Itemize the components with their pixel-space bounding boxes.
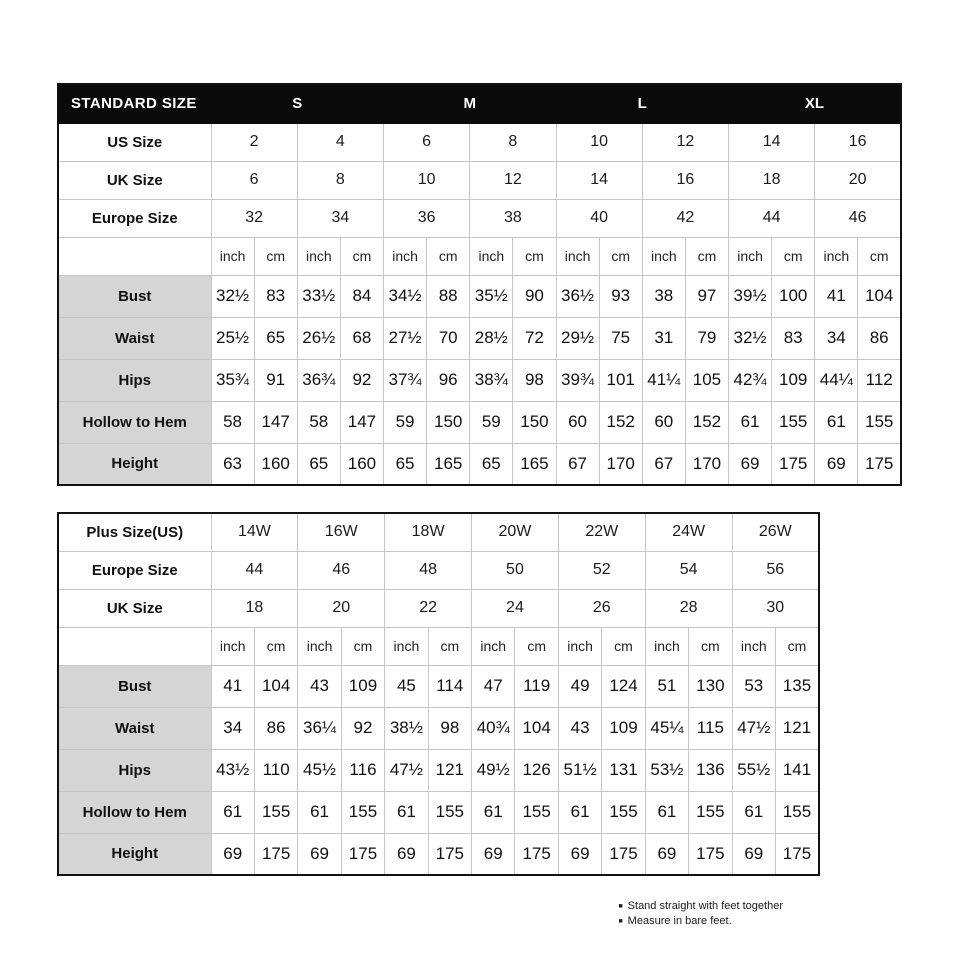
measure-value-cell: 115 [689, 707, 732, 749]
measure-value-cell: 93 [599, 275, 642, 317]
row-label: Hips [58, 359, 211, 401]
measure-value-cell: 135 [775, 665, 819, 707]
measure-value-cell: 84 [340, 275, 383, 317]
size-value-cell: 6 [384, 123, 470, 161]
size-value-cell: 8 [297, 161, 383, 199]
size-value-cell: 54 [645, 551, 732, 589]
measure-value-cell: 86 [254, 707, 297, 749]
measure-value-cell: 160 [254, 443, 297, 485]
measure-value-cell: 61 [558, 791, 601, 833]
unit-label-cell: inch [385, 627, 428, 665]
measure-value-cell: 45½ [298, 749, 341, 791]
measure-value-cell: 67 [642, 443, 685, 485]
measure-value-cell: 83 [772, 317, 815, 359]
measure-value-cell: 124 [602, 665, 645, 707]
measure-value-cell: 61 [472, 791, 515, 833]
measure-value-cell: 109 [772, 359, 815, 401]
measure-value-cell: 96 [427, 359, 470, 401]
measure-value-cell: 69 [472, 833, 515, 875]
measure-value-cell: 53 [732, 665, 775, 707]
unit-label-cell: inch [815, 237, 858, 275]
measure-value-cell: 36½ [556, 275, 599, 317]
measure-value-cell: 150 [513, 401, 556, 443]
unit-label-cell: inch [556, 237, 599, 275]
measure-value-cell: 175 [254, 833, 297, 875]
size-value-cell: 40 [556, 199, 642, 237]
measure-value-cell: 101 [599, 359, 642, 401]
size-value-cell: 12 [470, 161, 556, 199]
size-value-cell: 14W [211, 513, 298, 551]
row-label: Height [58, 833, 211, 875]
unit-label-cell: cm [602, 627, 645, 665]
size-value-cell: 26W [732, 513, 819, 551]
size-value-cell: 18W [385, 513, 472, 551]
unit-label-cell: inch [211, 627, 254, 665]
measure-value-cell: 104 [858, 275, 901, 317]
size-value-cell: 14 [729, 123, 815, 161]
measure-value-cell: 39½ [729, 275, 772, 317]
measure-value-cell: 31 [642, 317, 685, 359]
size-value-cell: 50 [472, 551, 559, 589]
measure-value-cell: 119 [515, 665, 558, 707]
measure-value-cell: 32½ [211, 275, 254, 317]
measure-value-cell: 65 [384, 443, 427, 485]
measure-value-cell: 72 [513, 317, 556, 359]
measure-value-cell: 91 [254, 359, 297, 401]
unit-label-cell: cm [254, 627, 297, 665]
measure-value-cell: 61 [211, 791, 254, 833]
size-value-cell: 22 [385, 589, 472, 627]
measure-value-cell: 116 [341, 749, 384, 791]
size-value-cell: 20W [472, 513, 559, 551]
measure-value-cell: 175 [772, 443, 815, 485]
measure-value-cell: 121 [775, 707, 819, 749]
unit-label-cell: inch [298, 627, 341, 665]
measure-value-cell: 69 [558, 833, 601, 875]
row-label: Europe Size [58, 199, 211, 237]
unit-row-blank [58, 237, 211, 275]
row-label: Waist [58, 317, 211, 359]
size-value-cell: 52 [558, 551, 645, 589]
measure-value-cell: 25½ [211, 317, 254, 359]
measure-value-cell: 165 [427, 443, 470, 485]
size-group-header: XL [729, 84, 902, 123]
measure-value-cell: 175 [428, 833, 471, 875]
measure-value-cell: 100 [772, 275, 815, 317]
measure-value-cell: 141 [775, 749, 819, 791]
measure-value-cell: 83 [254, 275, 297, 317]
measure-value-cell: 155 [775, 791, 819, 833]
measure-value-cell: 69 [815, 443, 858, 485]
measure-value-cell: 60 [556, 401, 599, 443]
measure-value-cell: 61 [645, 791, 688, 833]
measure-value-cell: 147 [340, 401, 383, 443]
row-label: Hips [58, 749, 211, 791]
row-label: Hollow to Hem [58, 401, 211, 443]
measure-value-cell: 150 [427, 401, 470, 443]
size-value-cell: 8 [470, 123, 556, 161]
size-value-cell: 46 [815, 199, 901, 237]
size-value-cell: 10 [556, 123, 642, 161]
measure-value-cell: 155 [602, 791, 645, 833]
measurement-notes [618, 899, 783, 929]
measure-value-cell: 61 [729, 401, 772, 443]
measure-value-cell: 97 [685, 275, 728, 317]
measure-value-cell: 69 [729, 443, 772, 485]
size-value-cell: 42 [642, 199, 728, 237]
size-value-cell: 20 [298, 589, 385, 627]
measure-value-cell: 34 [211, 707, 254, 749]
measure-value-cell: 68 [340, 317, 383, 359]
unit-label-cell: inch [645, 627, 688, 665]
measure-value-cell: 109 [341, 665, 384, 707]
measure-value-cell: 45¼ [645, 707, 688, 749]
note-line [618, 914, 783, 929]
measure-value-cell: 79 [685, 317, 728, 359]
measure-value-cell: 41 [211, 665, 254, 707]
unit-label-cell: cm [427, 237, 470, 275]
note-text: Measure in bare feet. [627, 915, 732, 927]
size-value-cell: 16 [642, 161, 728, 199]
measure-value-cell: 58 [211, 401, 254, 443]
unit-label-cell: inch [297, 237, 340, 275]
row-label: Height [58, 443, 211, 485]
measure-value-cell: 136 [689, 749, 732, 791]
measure-value-cell: 34 [815, 317, 858, 359]
measure-value-cell: 69 [298, 833, 341, 875]
size-value-cell: 2 [211, 123, 297, 161]
measure-value-cell: 41¼ [642, 359, 685, 401]
size-value-cell: 48 [385, 551, 472, 589]
measure-value-cell: 51 [645, 665, 688, 707]
measure-value-cell: 69 [211, 833, 254, 875]
measure-value-cell: 53½ [645, 749, 688, 791]
measure-value-cell: 109 [602, 707, 645, 749]
measure-value-cell: 60 [642, 401, 685, 443]
unit-label-cell: cm [775, 627, 819, 665]
size-value-cell: 24W [645, 513, 732, 551]
unit-label-cell: inch [211, 237, 254, 275]
size-value-cell: 20 [815, 161, 901, 199]
measure-value-cell: 47 [472, 665, 515, 707]
size-value-cell: 10 [384, 161, 470, 199]
size-value-cell: 18 [729, 161, 815, 199]
measure-value-cell: 36¼ [298, 707, 341, 749]
measure-value-cell: 49½ [472, 749, 515, 791]
measure-value-cell: 39¾ [556, 359, 599, 401]
measure-value-cell: 65 [254, 317, 297, 359]
unit-label-cell: cm [772, 237, 815, 275]
unit-label-cell: inch [558, 627, 601, 665]
size-value-cell: 26 [558, 589, 645, 627]
measure-value-cell: 41 [815, 275, 858, 317]
unit-label-cell: inch [472, 627, 515, 665]
measure-value-cell: 110 [254, 749, 297, 791]
size-value-cell: 18 [211, 589, 298, 627]
measure-value-cell: 155 [689, 791, 732, 833]
measure-value-cell: 32½ [729, 317, 772, 359]
note-text: Stand straight with feet together [627, 900, 783, 912]
measure-value-cell: 126 [515, 749, 558, 791]
size-value-cell: 22W [558, 513, 645, 551]
measure-value-cell: 155 [772, 401, 815, 443]
measure-value-cell: 38¾ [470, 359, 513, 401]
measure-value-cell: 105 [685, 359, 728, 401]
measure-value-cell: 88 [427, 275, 470, 317]
size-value-cell: 56 [732, 551, 819, 589]
measure-value-cell: 47½ [732, 707, 775, 749]
measure-value-cell: 155 [428, 791, 471, 833]
row-label: UK Size [58, 589, 211, 627]
measure-value-cell: 34½ [384, 275, 427, 317]
measure-value-cell: 43 [558, 707, 601, 749]
size-value-cell: 30 [732, 589, 819, 627]
size-group-header: L [556, 84, 729, 123]
unit-label-cell: inch [729, 237, 772, 275]
plus-size-table [57, 512, 820, 876]
measure-value-cell: 92 [340, 359, 383, 401]
measure-value-cell: 175 [515, 833, 558, 875]
unit-label-cell: inch [732, 627, 775, 665]
measure-value-cell: 104 [515, 707, 558, 749]
size-value-cell: 24 [472, 589, 559, 627]
measure-value-cell: 37¾ [384, 359, 427, 401]
bullet-icon: ■ [618, 903, 623, 910]
measure-value-cell: 155 [341, 791, 384, 833]
measure-value-cell: 65 [297, 443, 340, 485]
unit-label-cell: cm [515, 627, 558, 665]
unit-label-cell: cm [428, 627, 471, 665]
measure-value-cell: 175 [689, 833, 732, 875]
row-label: Hollow to Hem [58, 791, 211, 833]
measure-value-cell: 155 [515, 791, 558, 833]
measure-value-cell: 160 [340, 443, 383, 485]
unit-label-cell: cm [513, 237, 556, 275]
size-value-cell: 16W [298, 513, 385, 551]
row-label: Bust [58, 275, 211, 317]
measure-value-cell: 36¾ [297, 359, 340, 401]
measure-value-cell: 49 [558, 665, 601, 707]
size-value-cell: 46 [298, 551, 385, 589]
measure-value-cell: 58 [297, 401, 340, 443]
measure-value-cell: 55½ [732, 749, 775, 791]
measure-value-cell: 43½ [211, 749, 254, 791]
measure-value-cell: 86 [858, 317, 901, 359]
measure-value-cell: 65 [470, 443, 513, 485]
measure-value-cell: 175 [775, 833, 819, 875]
measure-value-cell: 59 [470, 401, 513, 443]
size-value-cell: 16 [815, 123, 901, 161]
unit-label-cell: cm [858, 237, 901, 275]
measure-value-cell: 131 [602, 749, 645, 791]
size-value-cell: 14 [556, 161, 642, 199]
measure-value-cell: 47½ [385, 749, 428, 791]
size-value-cell: 36 [384, 199, 470, 237]
measure-value-cell: 104 [254, 665, 297, 707]
measure-value-cell: 114 [428, 665, 471, 707]
measure-value-cell: 63 [211, 443, 254, 485]
measure-value-cell: 155 [858, 401, 901, 443]
measure-value-cell: 26½ [297, 317, 340, 359]
unit-label-cell: inch [384, 237, 427, 275]
measure-value-cell: 40¾ [472, 707, 515, 749]
unit-label-cell: cm [689, 627, 732, 665]
measure-value-cell: 152 [685, 401, 728, 443]
measure-value-cell: 45 [385, 665, 428, 707]
measure-value-cell: 175 [858, 443, 901, 485]
unit-label-cell: cm [685, 237, 728, 275]
size-value-cell: 12 [642, 123, 728, 161]
measure-value-cell: 69 [645, 833, 688, 875]
size-value-cell: 34 [297, 199, 383, 237]
row-label: Europe Size [58, 551, 211, 589]
unit-label-cell: cm [341, 627, 384, 665]
measure-value-cell: 170 [685, 443, 728, 485]
measure-value-cell: 170 [599, 443, 642, 485]
measure-value-cell: 155 [254, 791, 297, 833]
size-value-cell: 38 [470, 199, 556, 237]
bullet-icon: ■ [618, 918, 623, 925]
row-label: Plus Size(US) [58, 513, 211, 551]
unit-label-cell: cm [599, 237, 642, 275]
size-value-cell: 32 [211, 199, 297, 237]
measure-value-cell: 61 [732, 791, 775, 833]
row-label: UK Size [58, 161, 211, 199]
measure-value-cell: 35½ [470, 275, 513, 317]
size-group-header: S [211, 84, 384, 123]
size-value-cell: 44 [729, 199, 815, 237]
measure-value-cell: 38½ [385, 707, 428, 749]
measure-value-cell: 51½ [558, 749, 601, 791]
size-value-cell: 44 [211, 551, 298, 589]
measure-value-cell: 28½ [470, 317, 513, 359]
measure-value-cell: 59 [384, 401, 427, 443]
measure-value-cell: 98 [513, 359, 556, 401]
measure-value-cell: 42¾ [729, 359, 772, 401]
table-title: STANDARD SIZE [58, 84, 211, 123]
unit-label-cell: cm [340, 237, 383, 275]
measure-value-cell: 98 [428, 707, 471, 749]
measure-value-cell: 69 [385, 833, 428, 875]
row-label: Bust [58, 665, 211, 707]
measure-value-cell: 35¾ [211, 359, 254, 401]
unit-row-blank [58, 627, 211, 665]
measure-value-cell: 43 [298, 665, 341, 707]
note-line [618, 899, 783, 914]
size-value-cell: 28 [645, 589, 732, 627]
size-group-header: M [384, 84, 557, 123]
row-label: Waist [58, 707, 211, 749]
measure-value-cell: 69 [732, 833, 775, 875]
measure-value-cell: 33½ [297, 275, 340, 317]
measure-value-cell: 44¼ [815, 359, 858, 401]
size-value-cell: 6 [211, 161, 297, 199]
row-label: US Size [58, 123, 211, 161]
unit-label-cell: cm [254, 237, 297, 275]
unit-label-cell: inch [642, 237, 685, 275]
measure-value-cell: 61 [298, 791, 341, 833]
measure-value-cell: 175 [341, 833, 384, 875]
measure-value-cell: 70 [427, 317, 470, 359]
measure-value-cell: 152 [599, 401, 642, 443]
measure-value-cell: 130 [689, 665, 732, 707]
measure-value-cell: 67 [556, 443, 599, 485]
size-value-cell: 4 [297, 123, 383, 161]
measure-value-cell: 29½ [556, 317, 599, 359]
measure-value-cell: 175 [602, 833, 645, 875]
standard-size-table [57, 83, 902, 486]
measure-value-cell: 165 [513, 443, 556, 485]
measure-value-cell: 38 [642, 275, 685, 317]
measure-value-cell: 121 [428, 749, 471, 791]
measure-value-cell: 61 [385, 791, 428, 833]
measure-value-cell: 61 [815, 401, 858, 443]
measure-value-cell: 147 [254, 401, 297, 443]
unit-label-cell: inch [470, 237, 513, 275]
measure-value-cell: 27½ [384, 317, 427, 359]
measure-value-cell: 75 [599, 317, 642, 359]
measure-value-cell: 112 [858, 359, 901, 401]
measure-value-cell: 90 [513, 275, 556, 317]
measure-value-cell: 92 [341, 707, 384, 749]
